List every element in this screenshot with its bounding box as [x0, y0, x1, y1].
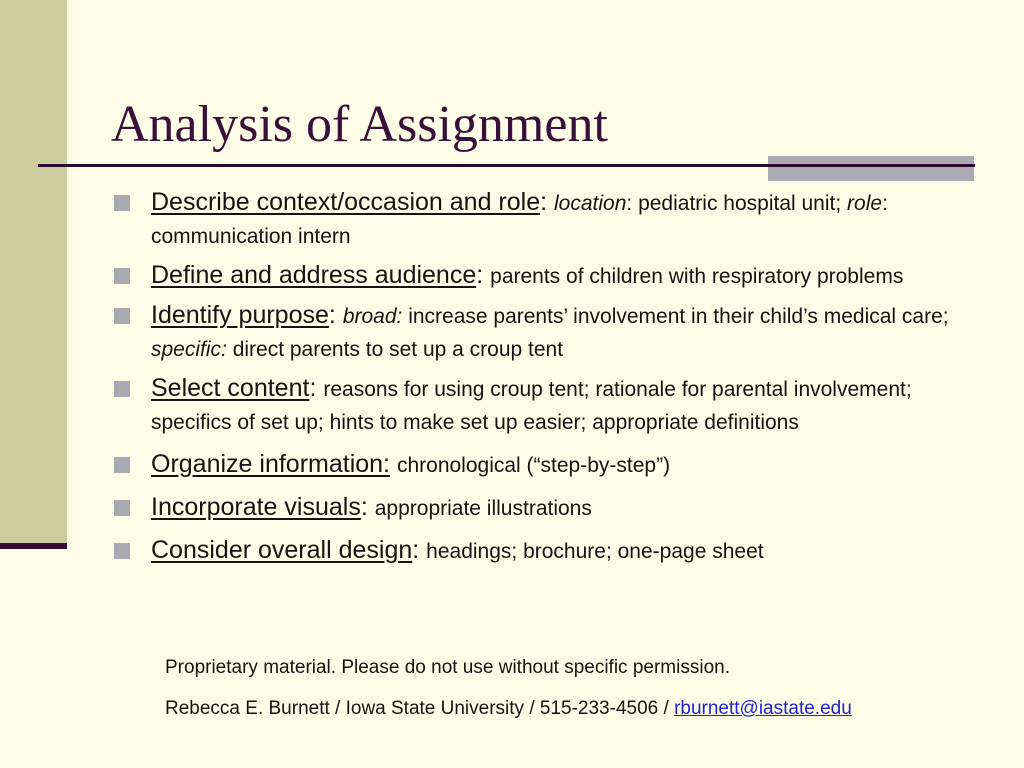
- bullet-square-icon: [114, 381, 130, 397]
- bullet-segment: reasons for using croup tent; rationale for parental involvement; specifics of set up; hints to make set up easier; appropriate definitions: [151, 378, 918, 434]
- footer-contact-text: [165, 697, 965, 721]
- bullet-segment: increase parents’ involvement in their child’s medical care;: [402, 305, 955, 328]
- bullet-text: [151, 259, 982, 293]
- bullet-segment: parents of children with respiratory problems: [490, 265, 904, 288]
- bullet-heading: Consider overall design: [151, 536, 413, 564]
- bullet-separator: :: [360, 493, 375, 521]
- email-link[interactable]: rburnett@iastate.edu: [674, 698, 852, 719]
- bullet-segment: location: [554, 192, 627, 215]
- title-divider-line: [38, 164, 975, 167]
- bullet-text: [151, 491, 982, 525]
- bullet-list: [114, 186, 982, 574]
- bullet-square-icon: [114, 457, 130, 473]
- bullet-heading: Describe context/occasion and role: [151, 188, 541, 216]
- bullet-item-content: [114, 372, 982, 439]
- slide-footer: [165, 656, 965, 721]
- bullet-item-purpose: [114, 299, 982, 366]
- bullet-square-icon: [114, 543, 130, 559]
- bullet-item-visuals: [114, 491, 982, 525]
- bullet-item-audience: [114, 259, 982, 293]
- bullet-separator: :: [476, 261, 491, 289]
- bullet-heading: Select content: [151, 374, 310, 402]
- bullet-segment: broad:: [342, 305, 403, 328]
- bullet-item-design: [114, 534, 982, 568]
- footer-permission-text: Proprietary material. Please do not use without specific permission.: [165, 657, 730, 678]
- bullet-separator: :: [328, 301, 343, 329]
- bullet-square-icon: [114, 195, 130, 211]
- bullet-text: [151, 299, 982, 366]
- bullet-segment: appropriate illustrations: [374, 497, 592, 520]
- bullet-square-icon: [114, 268, 130, 284]
- bullet-segment: specific:: [151, 338, 227, 361]
- bullet-text: [151, 186, 982, 253]
- bullet-square-icon: [114, 308, 130, 324]
- footer-contact-prefix: Rebecca E. Burnett / Iowa State University / 515-233-4506 /: [165, 698, 675, 719]
- bullet-separator: :: [412, 536, 427, 564]
- left-strip-bottom-bar: [0, 543, 67, 549]
- bullet-segment: : communication intern: [151, 192, 894, 248]
- left-accent-strip: [0, 0, 67, 543]
- title-accent-rect: [768, 156, 974, 181]
- bullet-text: [151, 448, 982, 482]
- bullet-text: [151, 534, 982, 568]
- bullet-heading: Organize information:: [151, 450, 391, 478]
- bullet-item-organize: [114, 448, 982, 482]
- bullet-separator: [390, 450, 397, 478]
- bullet-separator: :: [540, 188, 555, 216]
- bullet-item-context: [114, 186, 982, 253]
- bullet-segment: : pediatric hospital unit;: [626, 192, 848, 215]
- bullet-heading: Define and address audience: [151, 261, 477, 289]
- bullet-heading: Incorporate visuals: [151, 493, 361, 521]
- bullet-heading: Identify purpose: [151, 301, 329, 329]
- bullet-segment: chronological (“step-by-step”): [396, 454, 671, 477]
- bullet-segment: role: [847, 192, 883, 215]
- bullet-square-icon: [114, 500, 130, 516]
- bullet-text: [151, 372, 982, 439]
- bullet-segment: direct parents to set up a croup tent: [226, 338, 564, 361]
- slide-title: Analysis of Assignment: [111, 95, 608, 153]
- bullet-segment: headings; brochure; one-page sheet: [426, 540, 764, 563]
- bullet-separator: :: [309, 374, 324, 402]
